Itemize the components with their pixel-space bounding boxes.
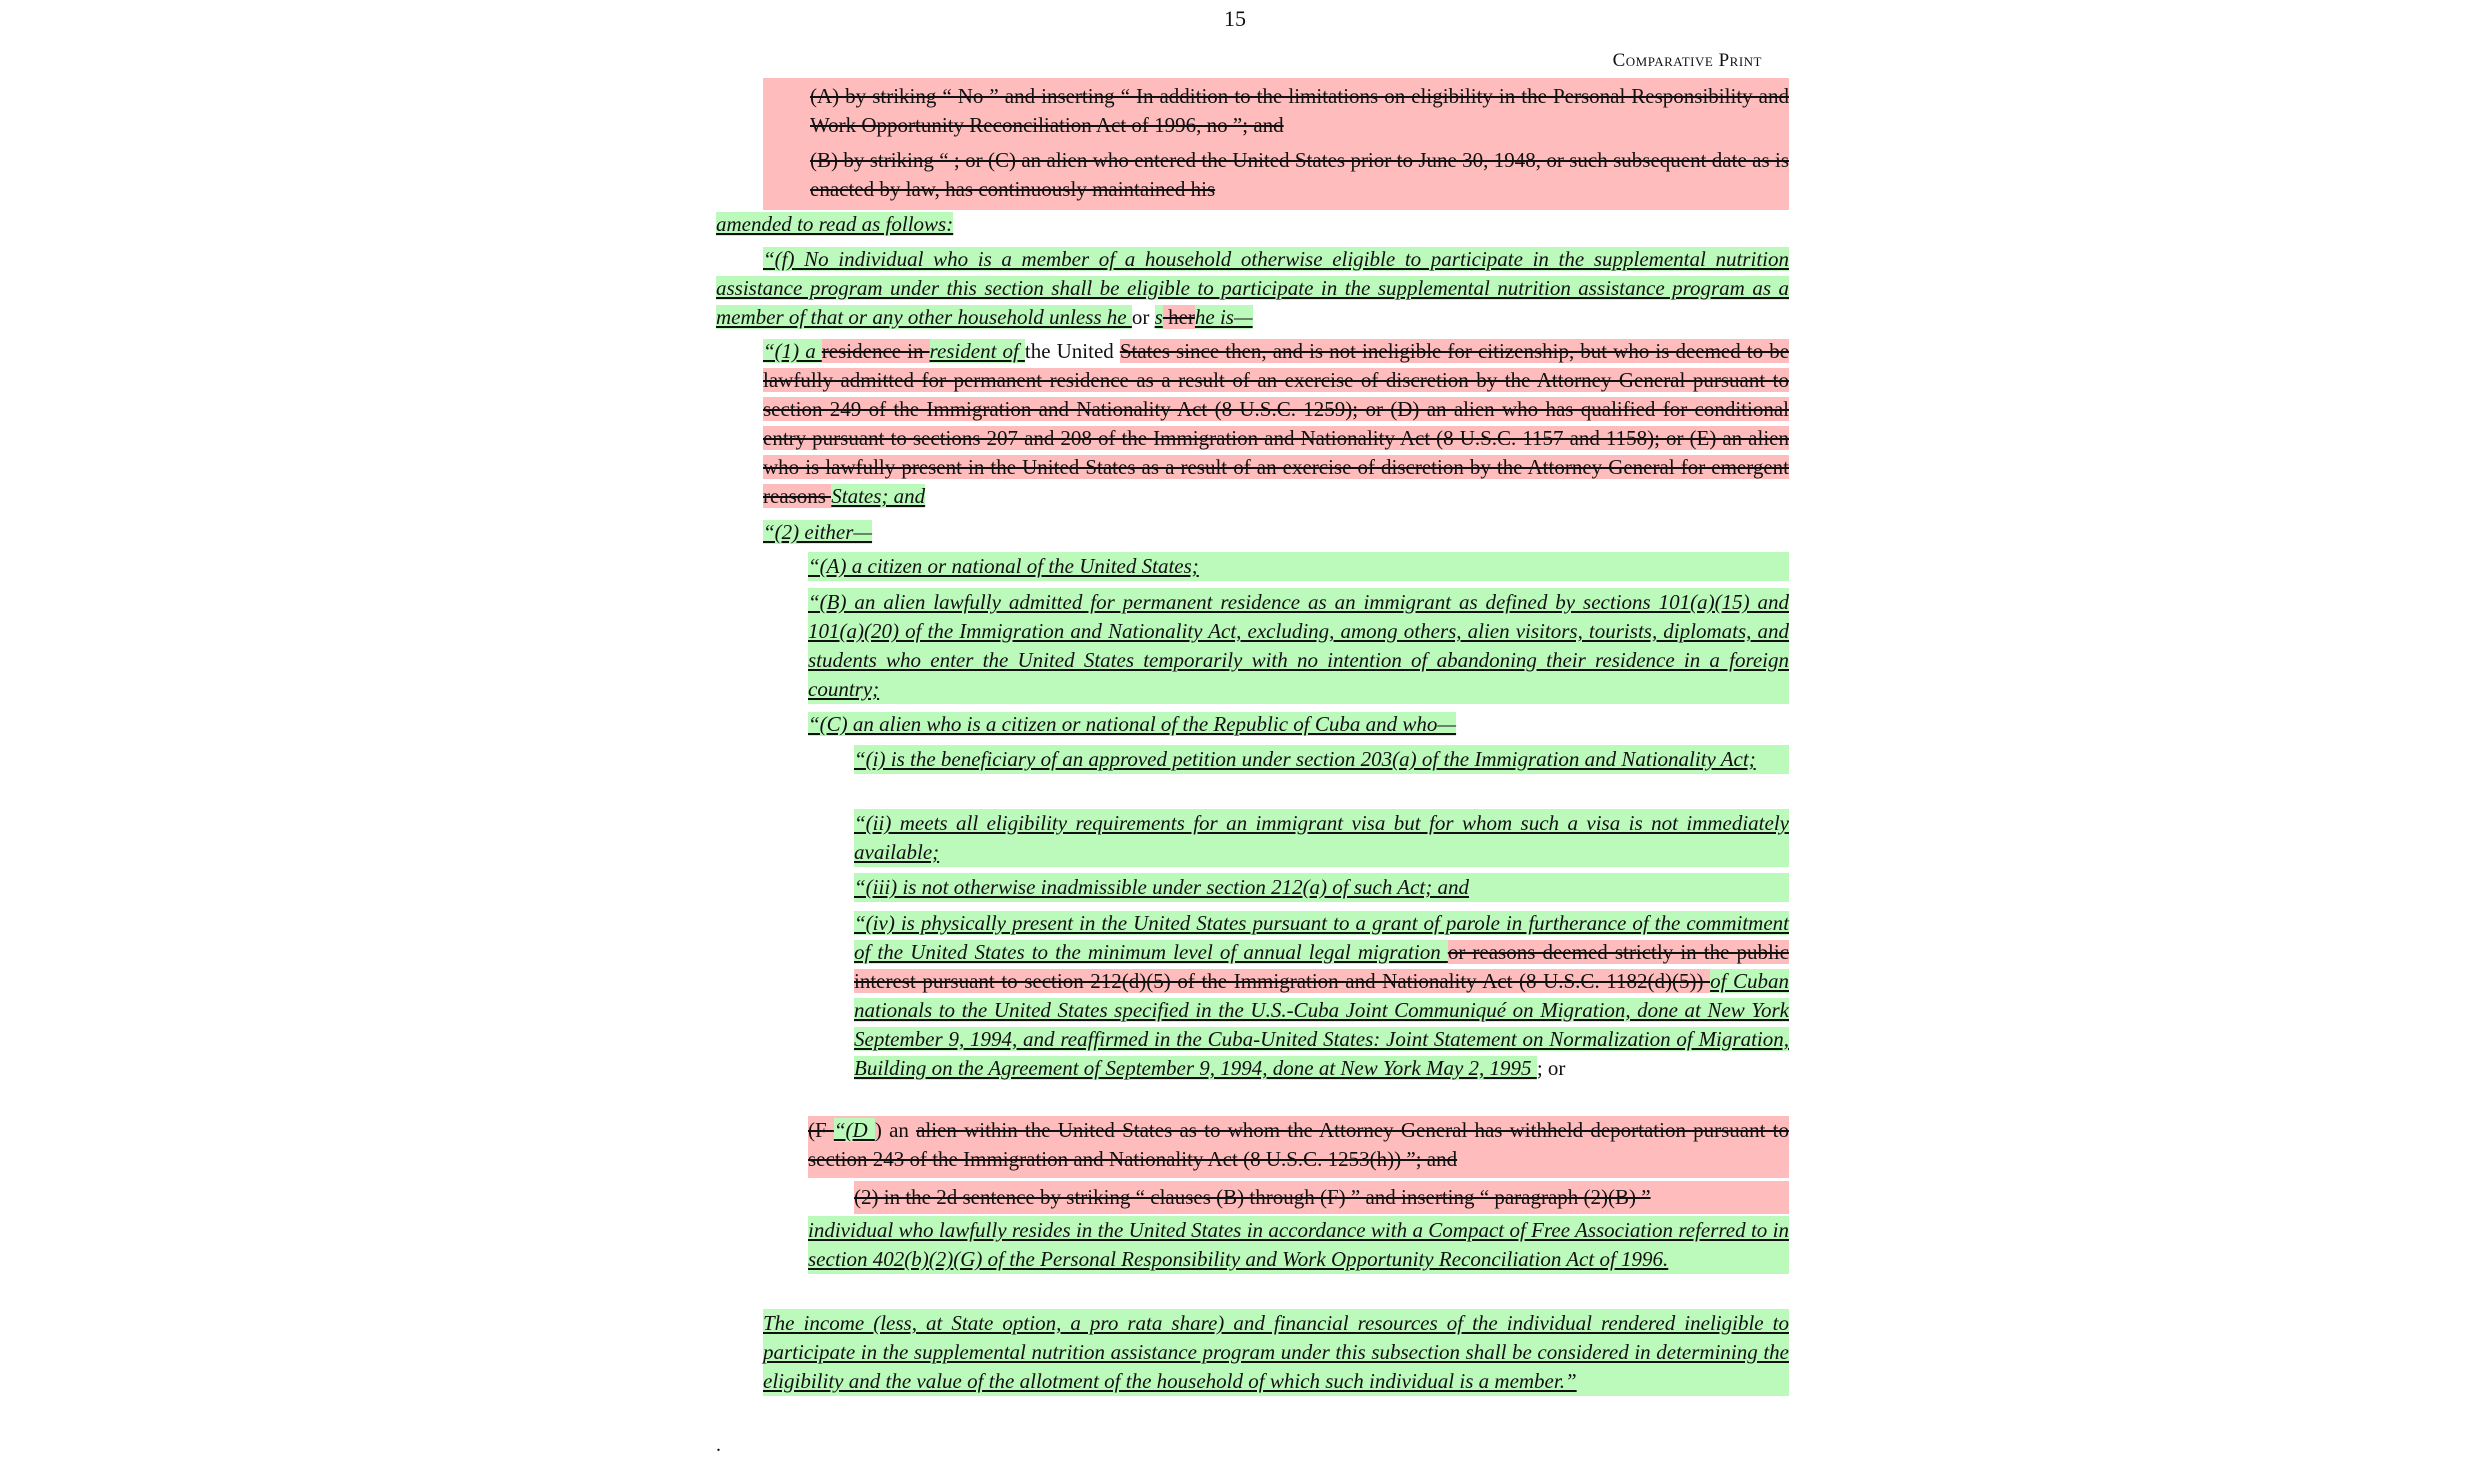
clause-ii: “(ii) meets all eligibility requirements for an immigrant visa but for whom such a visa is not immediately available; bbox=[854, 809, 1789, 867]
running-header: Comparative Print bbox=[1612, 50, 1762, 71]
subparagraph-b: “(B) an alien lawfully admitted for permanent residence as an immigrant as defined by sections 101(a)(15) and 101(a)(20) of the Immigration and Nationality Act, excluding, among others, alien visitors, tourists, diplomats, and students who enter the United States temporarily with no intention of abandoning their residence in a foreign country; bbox=[808, 588, 1789, 704]
subparagraph-c: “(C) an alien who is a citizen or national of the Republic of Cuba and who— bbox=[808, 712, 1457, 736]
page-number: 15 bbox=[1224, 6, 1246, 31]
paragraph-1: “(1) a residence in resident of the United States since then, and is not ineligible for citizenship, but who is deemed to be lawfully admitted for permanent residence as a result of an exercise of discretion by the Attorney General pursuant to section 249 of the Immigration and Nationality Act (8 U.S.C. 1259); or (D) an alien who has qualified for conditional entry pursuant to sections 207 and 208 of the Immigration and Nationality Act (8 U.S.C. 1157 and 1158); or (E) an alien who is lawfully present in the United States as a result of an exercise of discretion by the Attorney General for emergent reasons States; and bbox=[763, 339, 1790, 508]
clause-iii: “(iii) is not otherwise inadmissible under section 212(a) of such Act; and bbox=[854, 873, 1789, 902]
deleted-clause-a: (A) by striking “ No ” and inserting “ In addition to the limitations on eligibility in the Personal Responsibility and Work Opportunity Reconciliation Act of 1996, no ”; and bbox=[763, 78, 1789, 144]
subparagraph-a: “(A) a citizen or national of the United States; bbox=[808, 552, 1789, 581]
deleted-clause-b: (B) by striking “ ; or (C) an alien who entered the United States prior to June 30, 1948, or such subsequent date as is enacted by law, has continuously maintained his bbox=[763, 144, 1789, 210]
trailing-dot: . bbox=[716, 1434, 721, 1456]
compact-paragraph: individual who lawfully resides in the United States in accordance with a Compact of Free Association referred to in section 402(b)(2)(G) of the Personal Responsibility and Work Opportunity Reconciliation Act of 1996. bbox=[808, 1216, 1789, 1274]
clause-iv: “(iv) is physically present in the United States pursuant to a grant of parole in furtherance of the commitment of the United States to the minimum level of annual legal migration or reasons deemed strictly in the public interest pursuant to section 212(d)(5) of the Immigration and Nationality Act (8 U.S.C. 1182(d)(5)) of Cuban nationals to the United States specified in the U.S.-Cuba Joint Communiqué on Migration, done at New York September 9, 1994, and reaffirmed in the Cuba-United States: Joint Statement on Normalization of Migration, Building on the Agreement of September 9, 1994, done at New York May 2, 1995 ; or bbox=[854, 911, 1789, 1080]
income-paragraph: The income (less, at State option, a pro rata share) and financial resources of the individual rendered ineligible to participate in the supplemental nutrition assistance program under this subsection shall be considered in determining the eligibility and the value of the allotment of the household of which such individual is a member.” bbox=[763, 1309, 1789, 1396]
subparagraph-d: (F “(D ) an alien within the United States as to whom the Attorney General has withheld deportation pursuant to section 243 of the Immigration and Nationality Act (8 U.S.C. 1253(h)) ”; and bbox=[808, 1116, 1789, 1178]
subsection-f: “(f) No individual who is a member of a household otherwise eligible to participate in the supplemental nutrition assistance program under this section shall be eligible to participate in the supplemental nutrition assistance program as a member of that or any other household unless he or s herhe is— bbox=[716, 247, 1789, 329]
deleted-clause-2d: (2) in the 2d sentence by striking “ clauses (B) through (F) ” and inserting “ paragraph (2)(B) ” bbox=[854, 1181, 1789, 1214]
paragraph-2: “(2) either— bbox=[763, 520, 873, 544]
clause-i: “(i) is the beneficiary of an approved petition under section 203(a) of the Immigration and Nationality Act; bbox=[854, 745, 1789, 774]
amended-line: amended to read as follows: bbox=[716, 212, 954, 236]
